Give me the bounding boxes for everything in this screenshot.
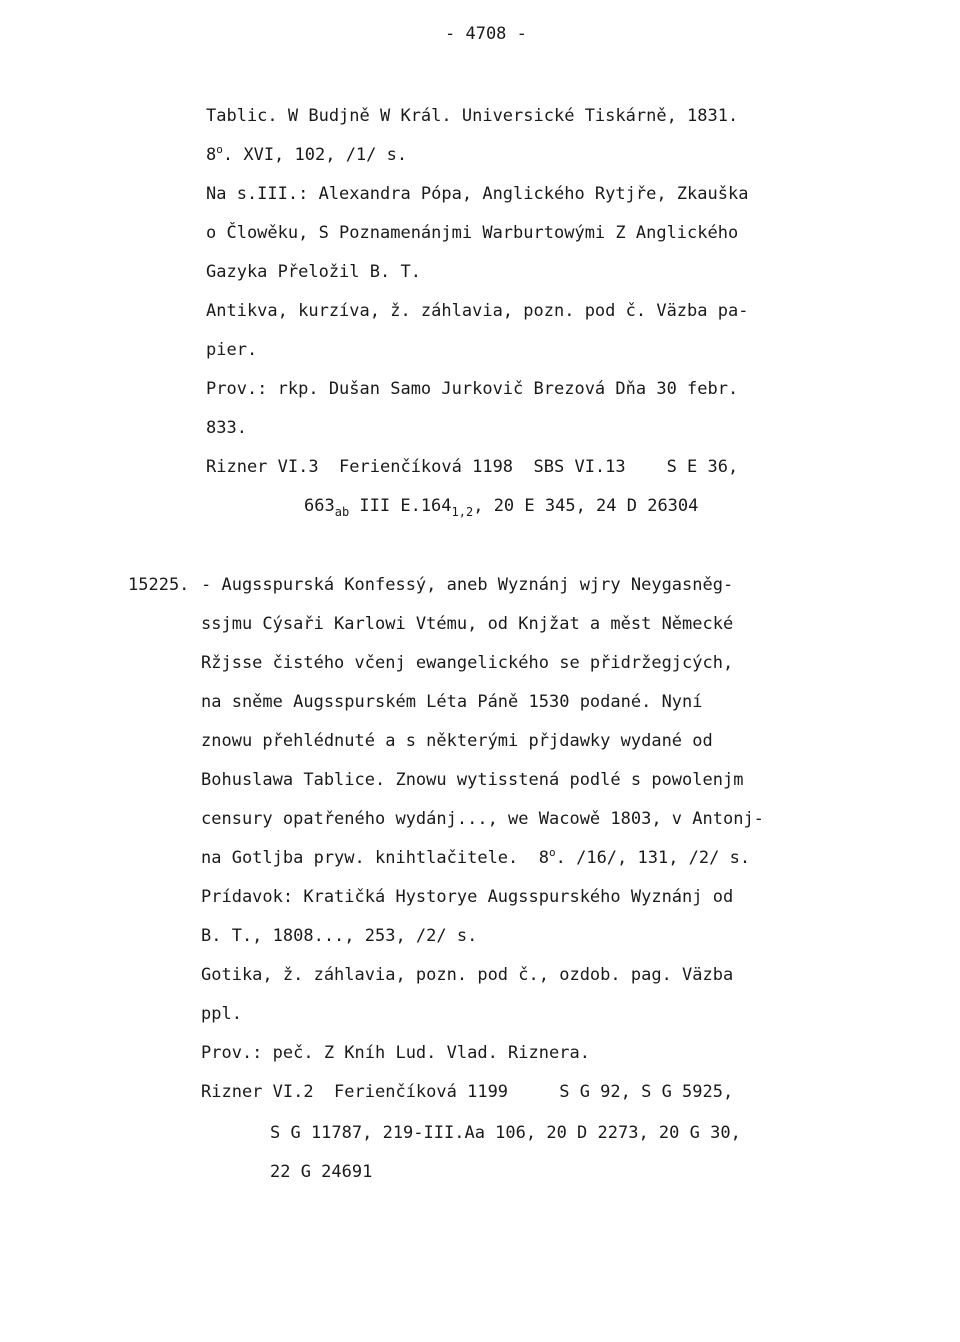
signature-subscript: ab bbox=[334, 505, 350, 519]
format-pagination: . /16/, 131, /2/ s. bbox=[555, 848, 751, 868]
entry-line: S G 11787, 219-III.Aa 106, 20 D 2273, 20 G 30, bbox=[270, 1123, 741, 1143]
entry-number: 15225. bbox=[128, 575, 190, 595]
entry-line: Prov.: peč. Z Kníh Lud. Vlad. Riznera. bbox=[201, 1043, 590, 1063]
entry-line: Prov.: rkp. Dušan Samo Jurkovič Brezová Dňa 30 febr. bbox=[206, 379, 739, 399]
entry-line: Ržjsse čistého včenj ewangelického se přidržegjcých, bbox=[201, 653, 734, 673]
entry-line: Antikva, kurzíva, ž. záhlavia, pozn. pod č. Väzba pa- bbox=[206, 301, 749, 321]
entry-line: censury opatřeného wydánj..., we Wacowě 1803, v Antonj- bbox=[201, 809, 764, 829]
signature-number: III E.164 bbox=[349, 496, 452, 516]
entry-line: Rizner VI.2 Ferienčíková 1199 S G 92, S G 5925, bbox=[201, 1082, 734, 1102]
entry-line: o Člowěku, S Poznamenánjmi Warburtowými Z Anglického bbox=[206, 223, 739, 243]
entry-line: Rizner VI.3 Ferienčíková 1198 SBS VI.13 S E 36, bbox=[206, 457, 739, 477]
entry-line: 833. bbox=[206, 418, 247, 438]
entry-line: Bohuslawa Tablice. Znowu wytisstená podlé s powolenjm bbox=[201, 770, 744, 790]
entry-line: ppl. bbox=[201, 1004, 242, 1024]
entry-line: Prídavok: Kratičká Hystorye Augsspurského Wyznánj od bbox=[201, 887, 734, 907]
entry-line: ssjmu Cýsaři Karlowi Vtému, od Knjžat a měst Německé bbox=[201, 614, 734, 634]
entry-line: B. T., 1808..., 253, /2/ s. bbox=[201, 926, 478, 946]
page-number: - 4708 - bbox=[445, 24, 527, 44]
format-pagination: . XVI, 102, /1/ s. bbox=[222, 145, 408, 165]
entry-line: pier. bbox=[206, 340, 258, 360]
entry-line: 22 G 24691 bbox=[270, 1162, 373, 1182]
signature-subscript: 1,2 bbox=[451, 505, 474, 519]
entry-line: na sněme Augsspurském Léta Páně 1530 podané. Nyní bbox=[201, 692, 703, 712]
degree-mark: o bbox=[549, 846, 556, 859]
signature-number: 663 bbox=[304, 496, 335, 516]
entry-format-line bbox=[206, 145, 407, 167]
entry-line: - Augsspurská Konfessý, aneb Wyznánj wjry Neygasněg- bbox=[201, 575, 734, 595]
entry-format-line bbox=[201, 848, 750, 870]
entry-line: Tablic. W Budjně W Král. Universické Tiskárně, 1831. bbox=[206, 106, 739, 126]
entry-line: znowu přehlédnuté a s některými přjdawky wydané od bbox=[201, 731, 713, 751]
format-size: 8 bbox=[206, 145, 217, 165]
degree-mark: o bbox=[216, 143, 223, 156]
entry-line: Na s.III.: Alexandra Pópa, Anglického Rytjře, Zkauška bbox=[206, 184, 749, 204]
entry-signatures-line bbox=[304, 496, 698, 517]
printer-and-format: na Gotljba pryw. knihtlačitele. 8 bbox=[201, 848, 549, 868]
entry-line: Gotika, ž. záhlavia, pozn. pod č., ozdob. pag. Väzba bbox=[201, 965, 734, 985]
entry-line: Gazyka Přeložil B. T. bbox=[206, 262, 421, 282]
signature-list: , 20 E 345, 24 D 26304 bbox=[473, 496, 699, 516]
